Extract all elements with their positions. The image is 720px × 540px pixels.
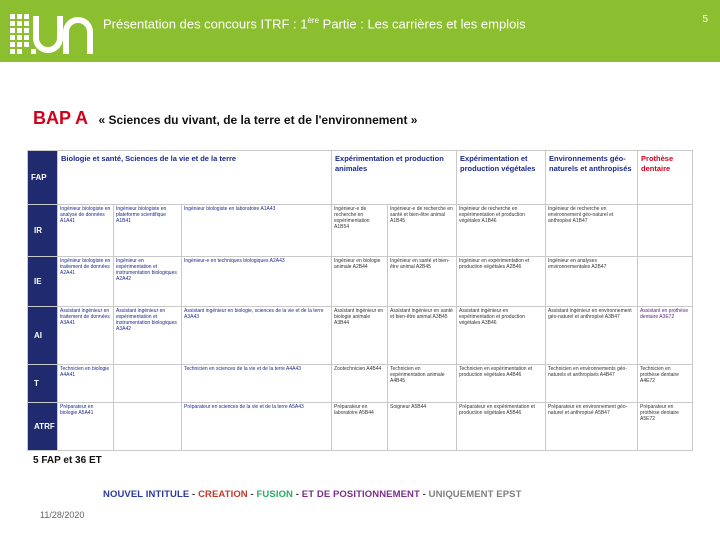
- legend-nouvel-intitule: NOUVEL INTITULE: [103, 489, 190, 500]
- bap-code: BAP A: [33, 108, 89, 128]
- table-cell: Assistant ingénieur en santé et bien-être animal A3B45: [388, 307, 457, 365]
- table-cell: Ingénieur en expérimentation et instrumentation biologiques A2A42: [114, 257, 182, 307]
- table-cell: Technicien en prothèse dentaire A4E72: [638, 365, 693, 403]
- table-cell: Préparateur en prothèse dentaire A5E72: [638, 403, 693, 451]
- table-cell: Ingénieur biologiste en analyse de données A1A41: [58, 205, 114, 257]
- legend-epst: UNIQUEMENT EPST: [428, 489, 522, 500]
- table-cell: Assistant ingénieur en expérimentation et production végétales A3B46: [457, 307, 546, 365]
- table-cell: Assistant en prothèse dentaire A3E72: [638, 307, 693, 365]
- table-row: [28, 403, 693, 451]
- table-cell: [638, 205, 693, 257]
- table-cell: Zootechnicien A4B44: [332, 365, 388, 403]
- presentation-title: Présentation des concours ITRF : 1ère Partie : Les carrières et les emplois: [103, 16, 526, 32]
- table-cell: Technicien en expérimentation animale A4B45: [388, 365, 457, 403]
- level-label: IE: [28, 257, 58, 307]
- header-band: [0, 0, 720, 62]
- table-cell: Assistant ingénieur en traitement de données A3A41: [58, 307, 114, 365]
- legend-separator: -: [247, 489, 257, 500]
- table-cell: Ingénieur de recherche en environnement géo-naturel et anthropisé A1B47: [546, 205, 638, 257]
- table-cell: Assistant ingénieur en expérimentation et instrumentation biologiques A3A42: [114, 307, 182, 365]
- fap-corner: FAP: [28, 151, 58, 205]
- table-cell: [114, 365, 182, 403]
- table-row: [28, 307, 693, 365]
- fap-count-note: 5 FAP et 36 ET: [33, 455, 102, 466]
- table-cell: Ingénieur biologiste en traitement de données A2A41: [58, 257, 114, 307]
- page-number: 5: [702, 14, 708, 25]
- table-row: [28, 205, 693, 257]
- table-cell: Ingénieur biologiste en laboratoire A1A43: [182, 205, 332, 257]
- legend-creation: CREATION: [198, 489, 248, 500]
- table-cell: Ingénieur de recherche en expérimentation et production végétales A1B46: [457, 205, 546, 257]
- table-cell: Ingénieur en analyses environnementales A2B47: [546, 257, 638, 307]
- table-cell: Ingénieur-e en techniques biologiques A2A43: [182, 257, 332, 307]
- legend-fusion: FUSION: [256, 489, 294, 500]
- level-label: T: [28, 365, 58, 403]
- legend-separator: -: [419, 489, 429, 500]
- table-row: [28, 257, 693, 307]
- table-cell: Ingénieur en expérimentation et production végétales A2B46: [457, 257, 546, 307]
- table-cell: Ingénieur-e de recherche en santé et bien-être animal A1B45: [388, 205, 457, 257]
- table-cell: Préparateur en biologie A5A41: [58, 403, 114, 451]
- table-cell: Ingénieur biologiste en plateforme scientifique A1B41: [114, 205, 182, 257]
- header-environnements: Environnements géo-naturels et anthropisés: [546, 151, 638, 205]
- level-label: IR: [28, 205, 58, 257]
- legend-separator: -: [189, 489, 199, 500]
- table-cell: Technicien en environnements géo-naturels et anthropisés A4B47: [546, 365, 638, 403]
- table-cell: Préparateur en laboratoire A5B44: [332, 403, 388, 451]
- level-label: AI: [28, 307, 58, 365]
- table-cell: Technicien en biologie A4A41: [58, 365, 114, 403]
- table-header-row: [28, 151, 693, 205]
- table-cell: Préparateur en expérimentation et production végétales A5B46: [457, 403, 546, 451]
- table-cell: Ingénieur en santé et bien-être animal A2B45: [388, 257, 457, 307]
- table-cell: [114, 403, 182, 451]
- table-cell: Préparateur en environnement géo-naturel et anthropisé A5B47: [546, 403, 638, 451]
- table-cell: Soigneur A5B44: [388, 403, 457, 451]
- header-prothese: Prothèse dentaire: [638, 151, 693, 205]
- table-cell: Ingénieur-e de recherche en expérimentation A1B54: [332, 205, 388, 257]
- table-cell: Technicien en sciences de la vie et de la terre A4A43: [182, 365, 332, 403]
- table-cell: Assistant ingénieur en biologie, sciences de la vie et de la terre A3A43: [182, 307, 332, 365]
- slide-date: 11/28/2020: [40, 510, 85, 520]
- table-row: [28, 365, 693, 403]
- color-legend: [103, 489, 521, 500]
- header-biologie: Biologie et santé, Sciences de la vie et de la terre: [58, 151, 332, 205]
- table-cell: [638, 257, 693, 307]
- table-cell: Ingénieur en biologie animale A2B44: [332, 257, 388, 307]
- level-label: ATRF: [28, 403, 58, 451]
- table-cell: Technicien en expérimentation et production végétales A4B46: [457, 365, 546, 403]
- header-exp-animales: Expérimentation et production animales: [332, 151, 457, 205]
- careers-table: [27, 150, 693, 451]
- bap-heading: [33, 108, 417, 129]
- university-logo-icon: [8, 8, 96, 60]
- table-cell: Assistant ingénieur en environnement géo-naturel et anthropisé A3B47: [546, 307, 638, 365]
- table-cell: Assistant ingénieur en biologie animale A3B44: [332, 307, 388, 365]
- bap-subtitle: « Sciences du vivant, de la terre et de l'environnement »: [98, 113, 418, 127]
- legend-separator: -: [293, 489, 302, 500]
- legend-positionnement: ET DE POSITIONNEMENT: [301, 489, 420, 500]
- header-exp-vegetales: Expérimentation et production végétales: [457, 151, 546, 205]
- table-cell: Préparateur en sciences de la vie et de la terre A5A43: [182, 403, 332, 451]
